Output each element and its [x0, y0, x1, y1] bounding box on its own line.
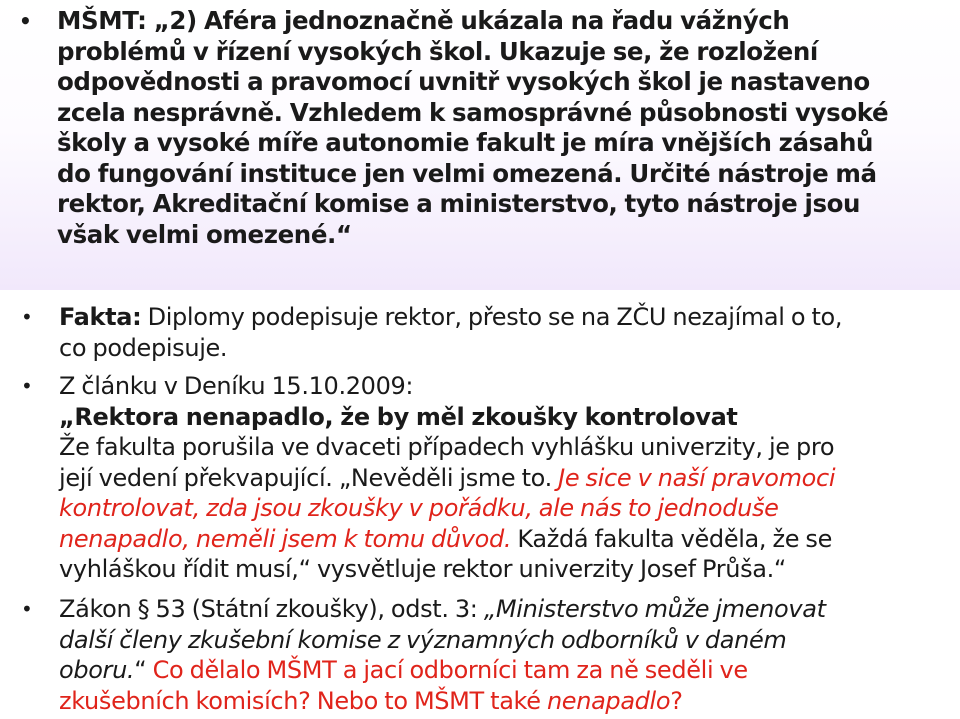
question-emphasis: nenapadlo: [546, 686, 671, 715]
article-headline: „Rektora nenapadlo, že by měl zkoušky kontrolovat: [59, 402, 738, 431]
question-text: zkušebních komisích? Nebo to MŠMT také: [59, 686, 547, 715]
bullet-dot-icon: •: [21, 374, 33, 398]
bullet-dot-icon: •: [21, 305, 33, 329]
bullet-dot-icon: •: [19, 9, 32, 33]
quote-line: školy a vysoké míře autonomie fakult je míra vnějších zásahů: [57, 128, 874, 157]
quote-line: zcela nesprávně. Vzhledem k samosprávné působnosti vysoké: [57, 97, 889, 127]
law-line: [59, 686, 939, 717]
question-text: ?: [670, 686, 683, 715]
article-line: Že fakulta porušila ve dvaceti případech vyhlášku univerzity, je pro: [59, 433, 835, 461]
article-text: Každá fakulta věděla, že se: [511, 524, 832, 553]
fakta-text: Diplomy podepisuje rektor, přesto se na ZČU nezajímal o to,: [141, 303, 843, 331]
quote-line: však velmi omezené.“: [57, 219, 352, 249]
law-quote: „Ministerstvo může jmenovat: [483, 595, 826, 623]
article-line: [59, 463, 939, 494]
article-highlight: nenapadlo, neměli jsem k tomu důvod.: [59, 524, 512, 553]
article-text: její vedení překvapující. „Nevěděli jsme to.: [59, 463, 552, 492]
fakta-label: Fakta:: [59, 303, 142, 331]
article-source: Z článku v Deníku 15.10.2009:: [59, 372, 414, 400]
law-line: [59, 655, 939, 686]
bullet-msmt-quote: [19, 6, 937, 250]
question-text: Co dělalo MŠMT a jací odborníci tam za ně seděli ve: [152, 656, 748, 684]
article-line: [59, 524, 939, 555]
law-quote-close: “: [134, 656, 153, 684]
law-citation: Zákon § 53 (Státní zkoušky), odst. 3:: [59, 595, 484, 623]
bullet-denik-article: [21, 371, 939, 585]
article-highlight: Je sice v naší pravomoci: [551, 463, 836, 492]
quote-line: problémů v řízení vysokých škol. Ukazuje se, že rozložení: [57, 36, 818, 66]
bullet-fakta: [21, 302, 939, 363]
fakta-line: co podepisuje.: [59, 333, 228, 362]
quote-line: do fungování instituce jen velmi omezená. Určité nástroje má: [57, 158, 877, 188]
quote-line: odpovědnosti a pravomocí uvnitř vysokých škol je nastaveno: [57, 67, 870, 96]
quote-line: MŠMT: „2) Aféra jednoznačně ukázala na řadu vážných: [57, 6, 790, 35]
bullet-dot-icon: •: [21, 597, 33, 621]
law-quote: další členy zkušební komise z významných odborníků v daném: [59, 625, 787, 654]
article-highlight: kontrolovat, zda jsou zkoušky v pořádku, ale nás to jednoduše: [59, 494, 779, 522]
quote-line: rektor, Akreditační komise a ministerstvo, tyto nástroje jsou: [57, 189, 861, 218]
article-line: vyhláškou řídit musí,“ vysvětluje rektor univerzity Josef Průša.“: [59, 555, 787, 583]
bullet-zakon: [21, 594, 939, 716]
law-quote: oboru.: [59, 656, 135, 684]
fakta-line: [59, 302, 939, 333]
law-line: [59, 594, 939, 625]
